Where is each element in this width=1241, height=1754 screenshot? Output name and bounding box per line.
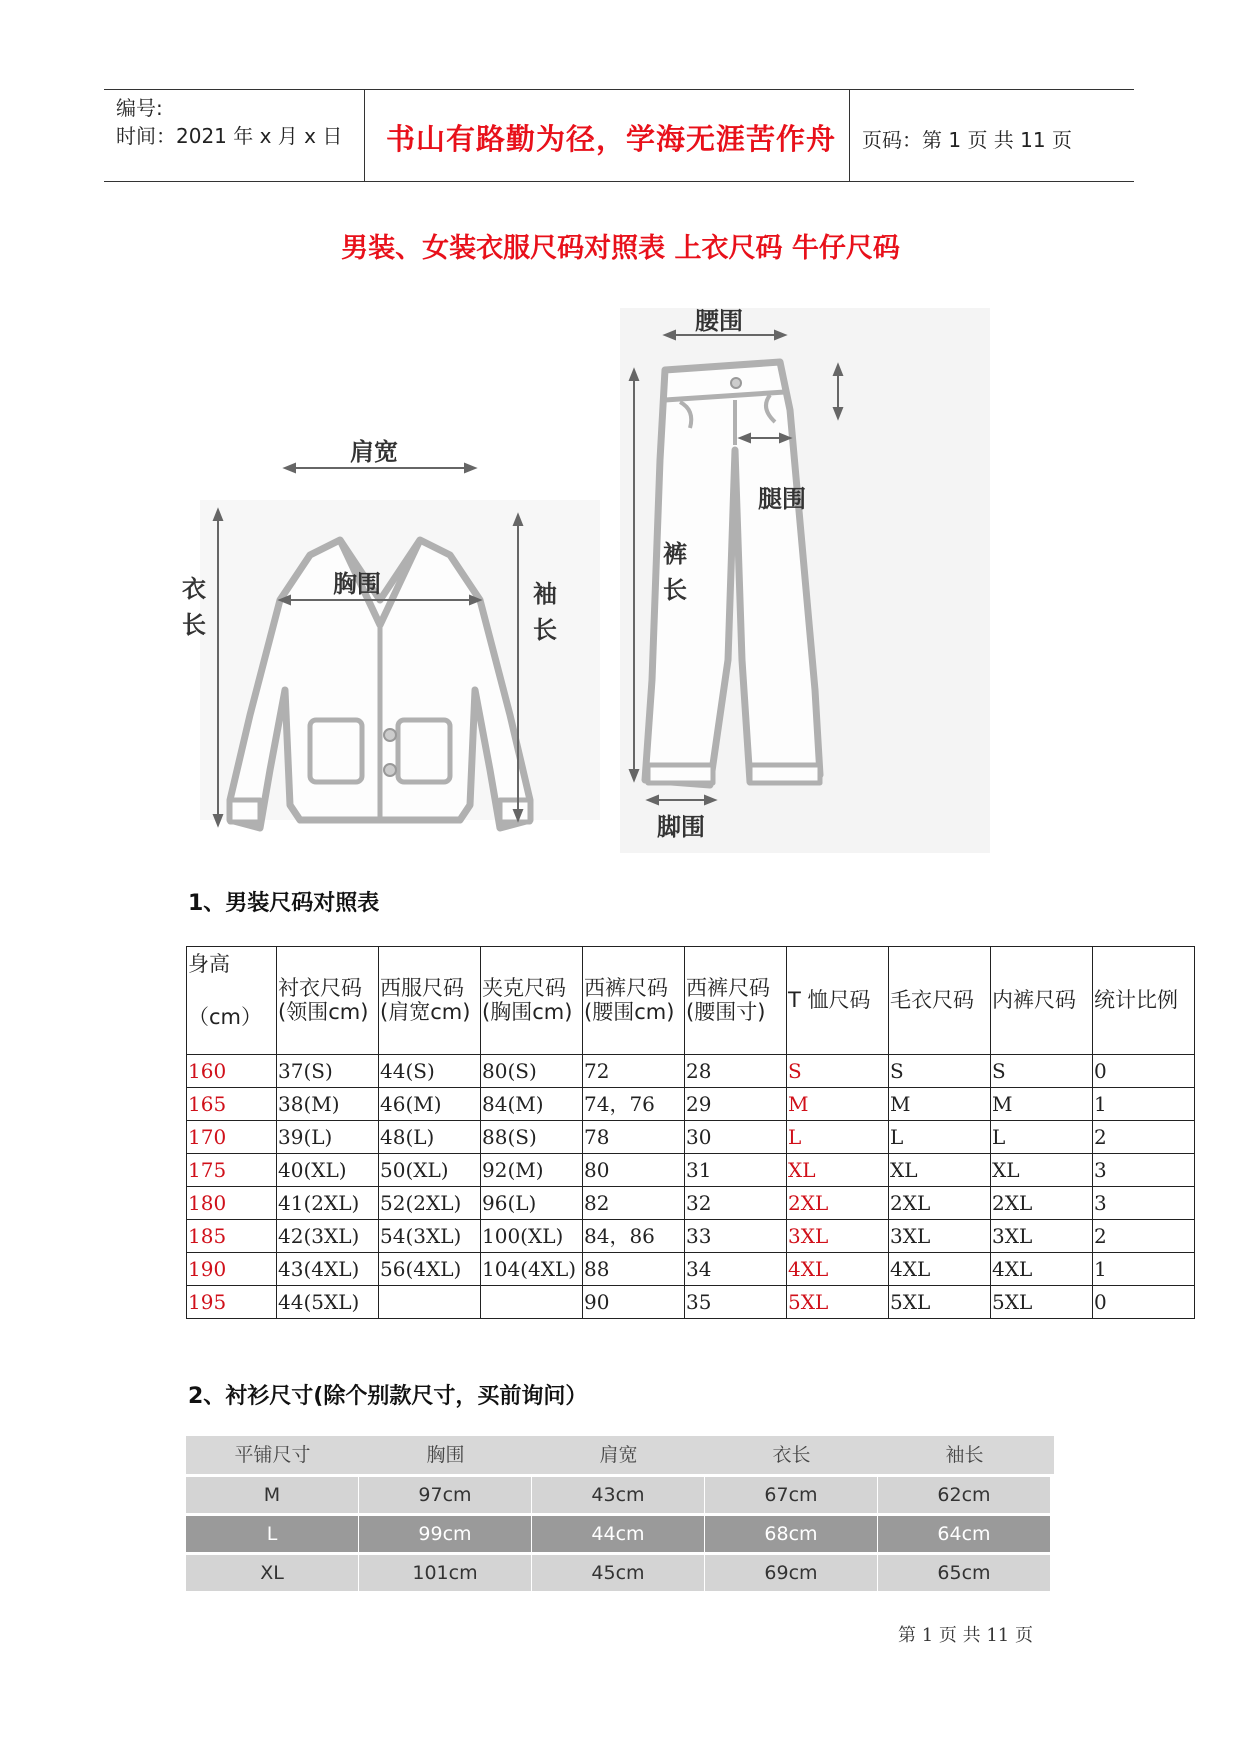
cell-shoulder: 43cm xyxy=(532,1477,704,1513)
header-sweater: 毛衣尺码 xyxy=(889,947,991,1055)
header-trousers-inch: 西裤尺码 (腰围寸) xyxy=(685,947,787,1055)
cell-sleeve: 62cm xyxy=(878,1477,1050,1513)
cell-trousers-inch: 35 xyxy=(685,1286,787,1319)
label-length-1: 衣 xyxy=(182,575,206,603)
section-2-title: 2、衬衫尺寸(除个别款尺寸，买前询问） xyxy=(188,1384,588,1409)
header-sleeve: 袖长 xyxy=(945,1444,984,1466)
cell-trousers-inch: 34 xyxy=(685,1253,787,1286)
header-underwear: 内裤尺码 xyxy=(991,947,1093,1055)
serial-label: 编号: xyxy=(116,96,163,120)
cell-height: 175 xyxy=(187,1154,277,1187)
cell-chest: 99cm xyxy=(359,1516,531,1552)
document-title: 男装、女装衣服尺码对照表 上衣尺码 牛仔尺码 xyxy=(341,233,900,264)
header-shoulder: 肩宽 xyxy=(599,1444,638,1466)
cell-size: M xyxy=(186,1477,358,1513)
cell-sweater: XL xyxy=(889,1154,991,1187)
page-indicator: 页码：第 1 页 共 11 页 xyxy=(862,128,1072,152)
cell-suit: 48(L) xyxy=(379,1121,481,1154)
header-trousers-cm: 西裤尺码 (腰围cm) xyxy=(583,947,685,1055)
header-chest: 胸围 xyxy=(426,1444,465,1466)
size-measurement-diagram xyxy=(182,300,1010,860)
cell-trousers-cm: 80 xyxy=(583,1154,685,1187)
table-row xyxy=(187,1088,1195,1121)
cell-tshirt: 3XL xyxy=(787,1220,889,1253)
table-row xyxy=(186,1555,1054,1591)
cell-chest: 101cm xyxy=(359,1555,531,1591)
cell-underwear: M xyxy=(991,1088,1093,1121)
cell-trousers-inch: 32 xyxy=(685,1187,787,1220)
cell-shoulder: 45cm xyxy=(532,1555,704,1591)
cell-tshirt: 5XL xyxy=(787,1286,889,1319)
cell-ratio: 2 xyxy=(1093,1220,1195,1253)
cell-sweater: L xyxy=(889,1121,991,1154)
label-thigh: 腿围 xyxy=(758,485,806,513)
cell-underwear: 4XL xyxy=(991,1253,1093,1286)
cell-height: 185 xyxy=(187,1220,277,1253)
cell-shirt: 37(S) xyxy=(277,1055,379,1088)
cell-sweater: 5XL xyxy=(889,1286,991,1319)
cell-shoulder: 44cm xyxy=(532,1516,704,1552)
cell-ratio: 1 xyxy=(1093,1088,1195,1121)
header-jacket: 夹克尺码 (胸围cm) xyxy=(481,947,583,1055)
cell-height: 165 xyxy=(187,1088,277,1121)
header-ratio: 统计比例 xyxy=(1093,947,1195,1055)
cell-suit: 56(4XL) xyxy=(379,1253,481,1286)
header-flat-size: 平铺尺寸 xyxy=(234,1444,311,1466)
cell-shirt: 38(M) xyxy=(277,1088,379,1121)
shirt-table-header xyxy=(186,1436,1054,1474)
cell-length: 67cm xyxy=(705,1477,877,1513)
page-footer: 第 1 页 共 11 页 xyxy=(898,1625,1033,1646)
header-motto: 书山有路勤为径，学海无涯苦作舟 xyxy=(385,122,836,156)
cell-tshirt: M xyxy=(787,1088,889,1121)
label-length-2: 长 xyxy=(182,611,206,639)
cell-size: L xyxy=(186,1516,358,1552)
cell-ratio: 3 xyxy=(1093,1187,1195,1220)
cell-height: 160 xyxy=(187,1055,277,1088)
cell-underwear: 5XL xyxy=(991,1286,1093,1319)
cell-trousers-cm: 72 xyxy=(583,1055,685,1088)
cell-ratio: 0 xyxy=(1093,1286,1195,1319)
section-1-title: 1、男装尺码对照表 xyxy=(188,891,380,916)
table-row xyxy=(187,1154,1195,1187)
header-divider-left xyxy=(364,89,365,182)
cell-jacket: 84(M) xyxy=(481,1088,583,1121)
cell-tshirt: L xyxy=(787,1121,889,1154)
cell-shirt: 40(XL) xyxy=(277,1154,379,1187)
cell-suit xyxy=(379,1286,481,1319)
cell-jacket: 104(4XL) xyxy=(481,1253,583,1286)
cell-size: XL xyxy=(186,1555,358,1591)
cell-trousers-inch: 28 xyxy=(685,1055,787,1088)
cell-trousers-cm: 84，86 xyxy=(583,1220,685,1253)
table-row xyxy=(187,1220,1195,1253)
label-shoulder-width: 肩宽 xyxy=(350,438,398,466)
cell-sleeve: 64cm xyxy=(878,1516,1050,1552)
label-pants-length-1: 裤 xyxy=(663,540,687,568)
cell-ratio: 3 xyxy=(1093,1154,1195,1187)
cell-underwear: 2XL xyxy=(991,1187,1093,1220)
header-tshirt: T 恤尺码 xyxy=(787,947,889,1055)
cell-shirt: 39(L) xyxy=(277,1121,379,1154)
label-pants-length-2: 长 xyxy=(663,576,687,604)
label-sleeve-2: 长 xyxy=(533,616,557,644)
table-row xyxy=(187,1055,1195,1088)
cell-height: 180 xyxy=(187,1187,277,1220)
header-length: 衣长 xyxy=(772,1444,811,1466)
table-row xyxy=(187,1286,1195,1319)
cell-trousers-inch: 30 xyxy=(685,1121,787,1154)
cell-trousers-inch: 29 xyxy=(685,1088,787,1121)
label-chest: 胸围 xyxy=(333,570,381,598)
cell-jacket: 80(S) xyxy=(481,1055,583,1088)
cell-suit: 52(2XL) xyxy=(379,1187,481,1220)
cell-height: 190 xyxy=(187,1253,277,1286)
cell-trousers-cm: 88 xyxy=(583,1253,685,1286)
cell-ratio: 0 xyxy=(1093,1055,1195,1088)
time-label: 时间：2021 年 x 月 x 日 xyxy=(116,124,343,148)
cell-underwear: 3XL xyxy=(991,1220,1093,1253)
table-header-row xyxy=(187,947,1195,1055)
cell-jacket: 92(M) xyxy=(481,1154,583,1187)
cell-sweater: 4XL xyxy=(889,1253,991,1286)
cell-underwear: XL xyxy=(991,1154,1093,1187)
cell-length: 69cm xyxy=(705,1555,877,1591)
cell-jacket xyxy=(481,1286,583,1319)
cell-jacket: 88(S) xyxy=(481,1121,583,1154)
cell-underwear: S xyxy=(991,1055,1093,1088)
cell-trousers-cm: 82 xyxy=(583,1187,685,1220)
cell-trousers-cm: 74，76 xyxy=(583,1088,685,1121)
header-top-rule xyxy=(104,89,1134,90)
cell-chest: 97cm xyxy=(359,1477,531,1513)
cell-trousers-inch: 31 xyxy=(685,1154,787,1187)
cell-shirt: 41(2XL) xyxy=(277,1187,379,1220)
header-height: 身高 （cm） xyxy=(187,947,277,1055)
cell-tshirt: 4XL xyxy=(787,1253,889,1286)
header-bottom-rule xyxy=(104,181,1134,182)
cell-jacket: 96(L) xyxy=(481,1187,583,1220)
cell-sleeve: 65cm xyxy=(878,1555,1050,1591)
cell-suit: 44(S) xyxy=(379,1055,481,1088)
label-leg-opening: 脚围 xyxy=(657,813,705,841)
table-row xyxy=(186,1516,1054,1552)
cell-sweater: M xyxy=(889,1088,991,1121)
table-row xyxy=(187,1121,1195,1154)
cell-trousers-cm: 78 xyxy=(583,1121,685,1154)
cell-underwear: L xyxy=(991,1121,1093,1154)
cell-sweater: 3XL xyxy=(889,1220,991,1253)
cell-ratio: 1 xyxy=(1093,1253,1195,1286)
cell-shirt: 44(5XL) xyxy=(277,1286,379,1319)
cell-tshirt: XL xyxy=(787,1154,889,1187)
mens-size-table-body xyxy=(187,1055,1195,1319)
table-row xyxy=(186,1477,1054,1513)
table-row xyxy=(187,1187,1195,1220)
cell-shirt: 43(4XL) xyxy=(277,1253,379,1286)
header-suit: 西服尺码 (肩宽cm) xyxy=(379,947,481,1055)
cell-shirt: 42(3XL) xyxy=(277,1220,379,1253)
cell-sweater: S xyxy=(889,1055,991,1088)
cell-jacket: 100(XL) xyxy=(481,1220,583,1253)
cell-height: 195 xyxy=(187,1286,277,1319)
cell-trousers-inch: 33 xyxy=(685,1220,787,1253)
cell-ratio: 2 xyxy=(1093,1121,1195,1154)
label-sleeve-1: 袖 xyxy=(533,580,557,608)
cell-length: 68cm xyxy=(705,1516,877,1552)
cell-suit: 50(XL) xyxy=(379,1154,481,1187)
cell-suit: 54(3XL) xyxy=(379,1220,481,1253)
cell-tshirt: S xyxy=(787,1055,889,1088)
cell-tshirt: 2XL xyxy=(787,1187,889,1220)
cell-suit: 46(M) xyxy=(379,1088,481,1121)
cell-height: 170 xyxy=(187,1121,277,1154)
label-waist: 腰围 xyxy=(695,307,743,335)
table-row xyxy=(187,1253,1195,1286)
cell-trousers-cm: 90 xyxy=(583,1286,685,1319)
header-shirt: 衬衣尺码 (领围cm) xyxy=(277,947,379,1055)
mens-size-table xyxy=(186,946,1195,1319)
cell-sweater: 2XL xyxy=(889,1187,991,1220)
